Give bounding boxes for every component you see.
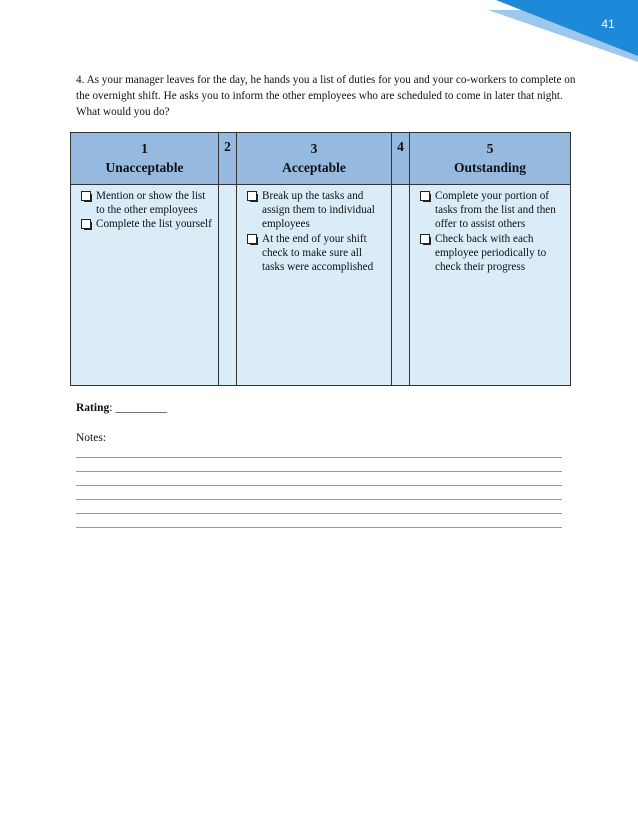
- rubric-header-2: [219, 133, 237, 185]
- rubric-cell-unacceptable: [71, 185, 219, 386]
- rating-line: [76, 402, 167, 414]
- checklist-item: [246, 189, 387, 232]
- notes-line[interactable]: [76, 457, 562, 458]
- checkbox-icon: [420, 234, 430, 244]
- notes-label: Notes:: [76, 432, 107, 444]
- checklist-item-text: Check back with each employee periodically to check their progress: [435, 232, 547, 274]
- rating-blank[interactable]: _________: [115, 402, 168, 414]
- rubric-header-number: 1: [141, 141, 148, 156]
- rubric-header-label: Unacceptable: [105, 160, 184, 175]
- rubric-header-5: [410, 133, 571, 185]
- notes-line[interactable]: [76, 485, 562, 486]
- rubric-header-1: [71, 133, 219, 185]
- notes-line[interactable]: [76, 471, 562, 472]
- notes-line[interactable]: [76, 513, 562, 514]
- checkbox-icon: [420, 191, 430, 201]
- checklist-item-text: Complete the list yourself: [96, 218, 212, 231]
- rating-separator: :: [109, 402, 113, 414]
- rating-label: Rating: [76, 402, 110, 414]
- rubric-header-label: Acceptable: [282, 160, 346, 175]
- page-number: 41: [601, 17, 615, 31]
- checklist-item: [246, 232, 387, 275]
- checklist-item-text: At the end of your shift check to make sure all tasks were accomplished: [262, 232, 374, 274]
- checklist-item: [80, 217, 214, 231]
- checklist-item: [80, 189, 214, 217]
- rubric-cell-acceptable: [237, 185, 392, 386]
- rubric-cell-2: [219, 185, 237, 386]
- rubric-header-number: 3: [310, 141, 318, 156]
- rubric-cell-outstanding: [410, 185, 571, 386]
- rubric-header-4: [392, 133, 410, 185]
- checklist-item-text: Complete your portion of tasks from the list and then offer to assist others: [435, 190, 556, 231]
- checklist-item: [419, 189, 566, 232]
- checkbox-icon: [247, 234, 257, 244]
- checkbox-icon: [81, 191, 91, 201]
- rubric-header-number: 5: [486, 141, 494, 156]
- rubric-header-label: Outstanding: [453, 160, 527, 175]
- question-text: 4. As your manager leaves for the day, he hands you a list of duties for you and your co-workers to complete on the overnight shift. He asks you to inform the other employees who are scheduled to come in later that night. What would you do?: [76, 74, 576, 118]
- rubric-header-number: 2: [224, 139, 231, 154]
- notes-line[interactable]: [76, 527, 562, 528]
- rubric-cell-4: [392, 185, 410, 386]
- checklist-item-text: Mention or show the list to the other employees: [96, 190, 206, 217]
- checklist-item: [419, 232, 566, 275]
- checkbox-icon: [81, 219, 91, 229]
- notes-line[interactable]: [76, 499, 562, 500]
- rubric-table: [70, 132, 571, 386]
- rubric-header-3: [237, 133, 392, 185]
- checkbox-icon: [247, 191, 257, 201]
- checklist-item-text: Break up the tasks and assign them to individual employees: [262, 190, 375, 231]
- rubric-header-number: 4: [397, 139, 404, 154]
- page-corner-decoration: [488, 0, 638, 62]
